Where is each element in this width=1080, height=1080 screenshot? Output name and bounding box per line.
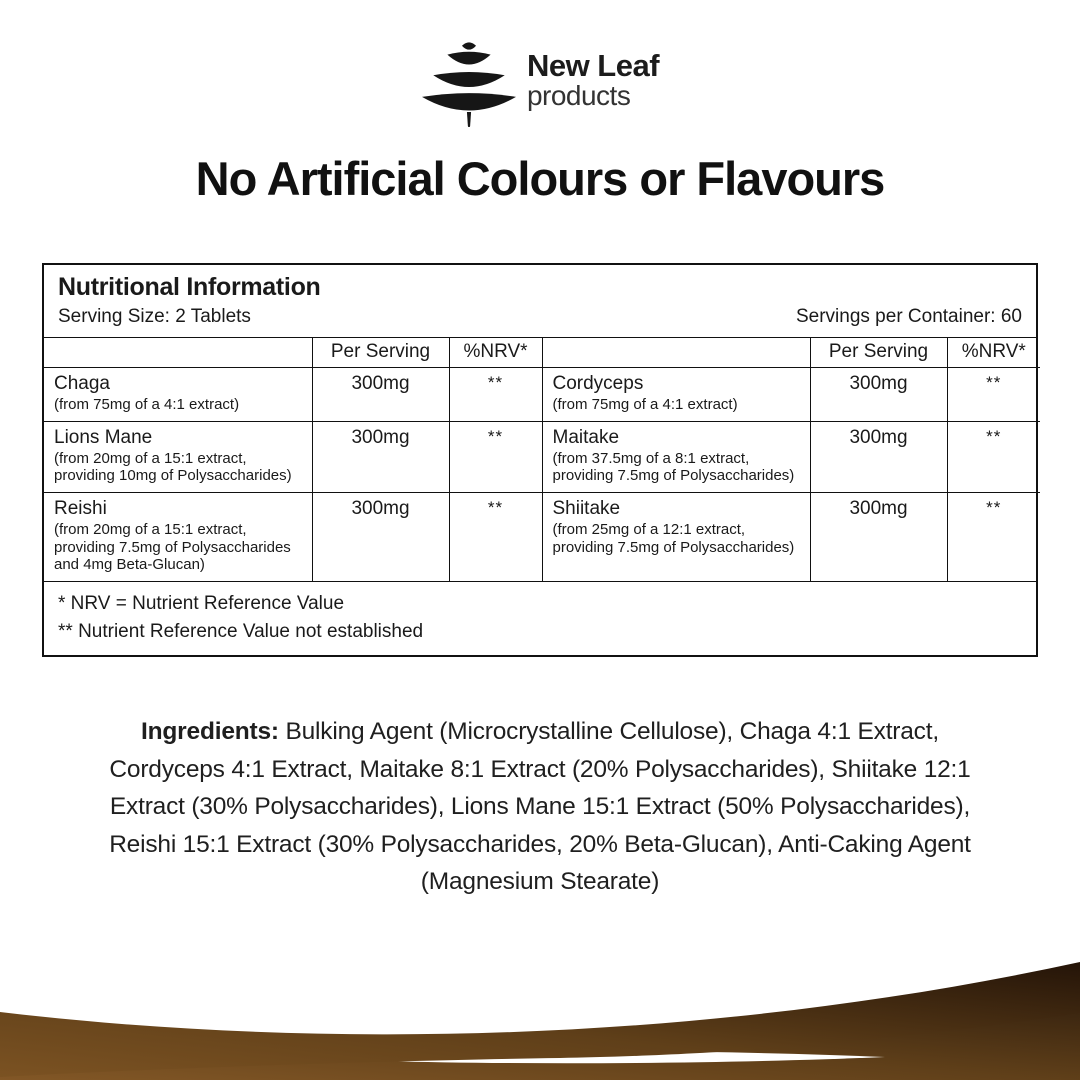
footnotes-section bbox=[44, 581, 1036, 655]
table-header-row bbox=[44, 338, 1040, 368]
nrv-value: ** bbox=[449, 421, 542, 492]
serving-info-row bbox=[58, 306, 1022, 328]
header-blank-right bbox=[542, 338, 810, 368]
header-per-serving-left: Per Serving bbox=[312, 338, 449, 368]
ingredient-name: Chaga bbox=[54, 373, 110, 394]
servings-per-container: Servings per Container: 60 bbox=[795, 306, 1022, 327]
nutrition-title: Nutritional Information bbox=[58, 273, 321, 301]
ingredient-detail: (from 75mg of a 4:1 extract) bbox=[552, 396, 738, 413]
nutrition-panel-header bbox=[44, 265, 1036, 338]
page-headline: No Artificial Colours or Flavours bbox=[195, 152, 885, 205]
ingredient-detail: (from 20mg of a 15:1 extract, providing 10mg of Polysaccharides) bbox=[54, 449, 292, 485]
per-serving-value: 300mg bbox=[810, 368, 947, 422]
ingredient-name: Lions Mane bbox=[54, 426, 153, 448]
brand-logo bbox=[0, 0, 1080, 127]
ingredient-cell-chaga bbox=[44, 368, 312, 422]
ingredient-name: Maitake bbox=[552, 426, 620, 448]
ingredient-name: Cordyceps bbox=[552, 373, 644, 394]
header-nrv-right: %NRV* bbox=[947, 338, 1040, 368]
ingredients-paragraph bbox=[82, 713, 998, 900]
brand-subname: products bbox=[526, 79, 631, 111]
per-serving-value: 300mg bbox=[312, 493, 449, 582]
ingredient-name: Shiitake bbox=[552, 498, 621, 520]
nrv-value: ** bbox=[947, 493, 1040, 582]
ingredient-cell-maitake bbox=[542, 421, 810, 492]
brand-name-block bbox=[526, 47, 660, 111]
nutrition-panel bbox=[42, 263, 1038, 657]
ingredient-cell-lions-mane bbox=[44, 421, 312, 492]
header-nrv-left: %NRV* bbox=[449, 338, 542, 368]
table-row bbox=[44, 368, 1040, 422]
nrv-value: ** bbox=[449, 493, 542, 582]
header-per-serving-right: Per Serving bbox=[810, 338, 947, 368]
per-serving-value: 300mg bbox=[810, 421, 947, 492]
wave-icon bbox=[0, 955, 1080, 1080]
table-row bbox=[44, 493, 1040, 582]
ingredient-name: Reishi bbox=[54, 498, 107, 520]
ingredient-detail: (from 75mg of a 4:1 extract) bbox=[54, 396, 240, 413]
per-serving-value: 300mg bbox=[810, 493, 947, 582]
nrv-value: ** bbox=[947, 368, 1040, 422]
ingredients-label: Ingredients: bbox=[141, 718, 279, 746]
ingredient-cell-cordyceps bbox=[542, 368, 810, 422]
nrv-value: ** bbox=[449, 368, 542, 422]
per-serving-value: 300mg bbox=[312, 368, 449, 422]
new-leaf-tree-icon bbox=[421, 33, 517, 127]
nrv-value: ** bbox=[947, 421, 1040, 492]
table-row bbox=[44, 421, 1040, 492]
ingredients-text: Bulking Agent (Microcrystalline Cellulose), Chaga 4:1 Extract, Cordyceps 4:1 Extract, Maitake 8:1 Extract (20% Polysaccharides), Shiitake 12:1 Extract (30% Polysaccharides), Lions Mane 15:1 Extract (50% Polysaccharides), Reishi 15:1 Extract (30% Polysaccharides, 20% Beta-Glucan), Anti-Caking Agent (Magnesium Stearate) bbox=[109, 718, 971, 896]
ingredient-cell-reishi bbox=[44, 493, 312, 582]
ingredient-detail: (from 37.5mg of a 8:1 extract, providing 7.5mg of Polysaccharides) bbox=[552, 449, 795, 485]
header-blank-left bbox=[44, 338, 312, 368]
ingredient-cell-shiitake bbox=[542, 493, 810, 582]
brand-name: New Leaf bbox=[526, 47, 660, 83]
bottom-wave-decoration bbox=[0, 955, 1080, 1080]
per-serving-value: 300mg bbox=[312, 421, 449, 492]
ingredient-detail: (from 20mg of a 15:1 extract, providing 7.5mg of Polysaccharides and 4mg Beta-Glucan) bbox=[54, 521, 291, 574]
footnote-nrv-definition: * NRV = Nutrient Reference Value bbox=[58, 593, 345, 615]
serving-size: Serving Size: 2 Tablets bbox=[58, 306, 251, 327]
nutrition-table bbox=[44, 338, 1040, 581]
footnote-nrv-not-established: ** Nutrient Reference Value not established bbox=[58, 620, 424, 642]
ingredient-detail: (from 25mg of a 12:1 extract, providing 7.5mg of Polysaccharides) bbox=[552, 521, 795, 556]
